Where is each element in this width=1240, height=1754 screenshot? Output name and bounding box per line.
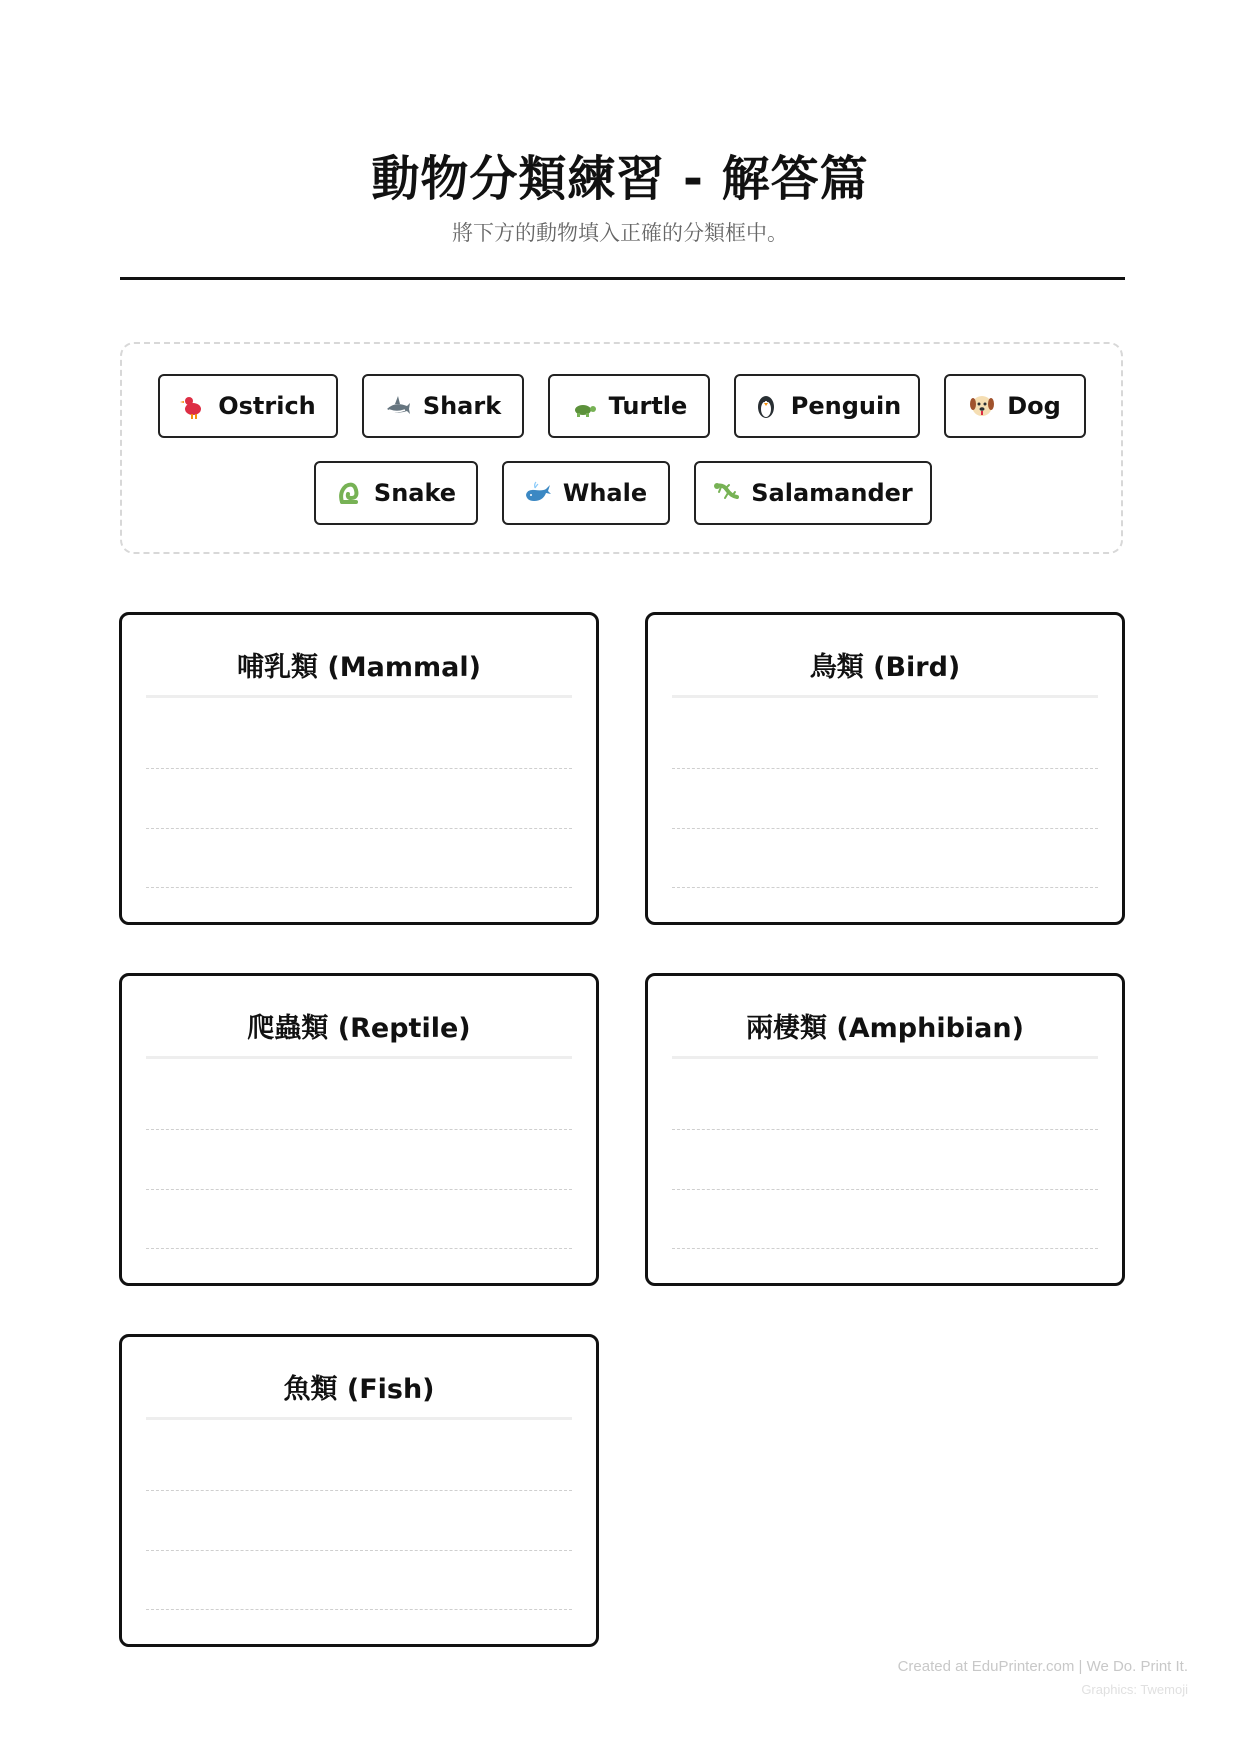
answer-line[interactable] [672,887,1098,888]
category-box-fish[interactable] [119,1334,599,1647]
animal-chip-label: Snake [373,479,457,507]
answer-line[interactable] [146,1189,572,1190]
category-title: 哺乳類 (Mammal) [237,652,481,683]
page-title: 動物分類練習 - 解答篇 [371,151,869,207]
answer-line[interactable] [146,1490,572,1491]
animal-chip-salamander[interactable] [694,461,932,525]
footer-credit: Created at EduPrinter.com | We Do. Print It. [897,1658,1188,1675]
answer-line[interactable] [672,828,1098,829]
animal-chip-label: Salamander [751,479,913,507]
snake-icon [336,480,362,506]
turtle-icon [571,393,597,419]
animal-chip-label: Shark [422,392,502,420]
category-title: 鳥類 (Bird) [809,652,961,683]
category-title-underline [146,695,572,698]
animal-chip-label: Penguin [790,392,902,420]
answer-line[interactable] [672,768,1098,769]
answer-line[interactable] [146,1609,572,1610]
animal-chip-label: Turtle [608,392,688,420]
category-title-underline [146,1417,572,1420]
word-bank [120,342,1123,554]
animal-chip-snake[interactable] [314,461,478,525]
category-box-amphibian[interactable] [645,973,1125,1286]
answer-line[interactable] [146,828,572,829]
category-title-underline [146,1056,572,1059]
header-divider [120,277,1125,280]
shark-icon [385,393,411,419]
animal-chip-label: Dog [1007,392,1061,420]
category-title-underline [672,695,1098,698]
category-title: 爬蟲類 (Reptile) [247,1013,471,1044]
animal-chip-label: Whale [562,479,648,507]
salamander-icon [713,480,739,506]
answer-line[interactable] [672,1129,1098,1130]
category-title: 魚類 (Fish) [283,1374,435,1405]
page-subtitle: 將下方的動物填入正確的分類框中。 [452,221,788,245]
dog-icon [969,393,995,419]
animal-chip-shark[interactable] [362,374,524,438]
animal-chip-label: Ostrich [218,392,316,420]
category-title: 兩棲類 (Amphibian) [746,1013,1024,1044]
footer-graphics-credit: Graphics: Twemoji [1081,1682,1188,1697]
answer-line[interactable] [672,1189,1098,1190]
answer-line[interactable] [146,1248,572,1249]
animal-chip-dog[interactable] [944,374,1086,438]
category-box-bird[interactable] [645,612,1125,925]
animal-chip-penguin[interactable] [734,374,920,438]
answer-line[interactable] [146,887,572,888]
category-box-reptile[interactable] [119,973,599,1286]
animal-chip-whale[interactable] [502,461,670,525]
ostrich-icon [180,393,206,419]
answer-line[interactable] [146,1550,572,1551]
category-box-mammal[interactable] [119,612,599,925]
whale-icon [525,480,551,506]
penguin-icon [753,393,779,419]
answer-line[interactable] [146,768,572,769]
animal-chip-ostrich[interactable] [158,374,338,438]
answer-line[interactable] [672,1248,1098,1249]
answer-line[interactable] [146,1129,572,1130]
category-title-underline [672,1056,1098,1059]
animal-chip-turtle[interactable] [548,374,710,438]
